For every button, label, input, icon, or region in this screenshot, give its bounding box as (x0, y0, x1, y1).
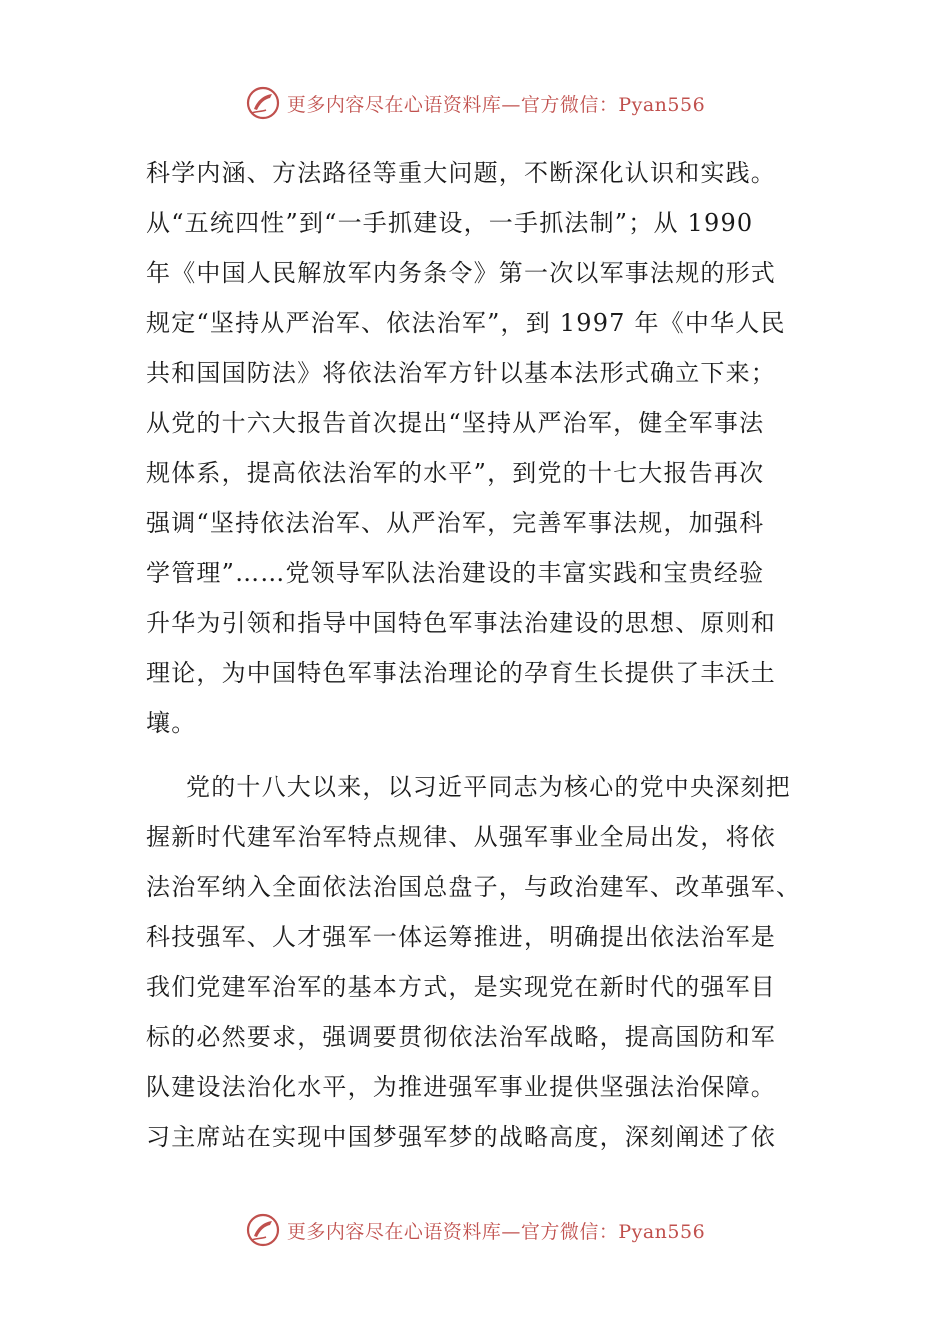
text-line: 壤。 (146, 709, 197, 737)
document-body (146, 148, 806, 1162)
text-line: 规定“坚持从严治军、依法治军”，到 1997 年《中华人民 (146, 309, 786, 337)
header-banner (0, 83, 950, 123)
text-line: 共和国国防法》将依法治军方针以基本法形式确立下来； (146, 359, 776, 387)
text-line: 队建设法治化水平，为推进强军事业提供坚强法治保障。 (146, 1073, 776, 1101)
text-line: 年《中国人民解放军内务条令》第一次以军事法规的形式 (146, 259, 776, 287)
text-line: 学管理”……党领导军队法治建设的丰富实践和宝贵经验 (146, 559, 765, 587)
paragraph-2 (146, 762, 806, 1162)
text-line: 强调“坚持依法治军、从严治军，完善军事法规，加强科 (146, 509, 765, 537)
text-line: 理论，为中国特色军事法治理论的孕育生长提供了丰沃土 (146, 659, 776, 687)
text-line: 握新时代建军治军特点规律、从强军事业全局出发，将依 (146, 823, 776, 851)
text-line: 科学内涵、方法路径等重大问题，不断深化认识和实践。 (146, 159, 776, 187)
text-line: 科技强军、人才强军一体运筹推进，明确提出依法治军是 (146, 923, 776, 951)
text-line: 从“五统四性”到“一手抓建设，一手抓法制”；从 1990 (146, 209, 754, 237)
header-banner-text: 更多内容尽在心语资料库—官方微信：Pyan556 (286, 93, 706, 116)
paragraph-spacer (146, 748, 806, 762)
footer-banner (0, 1210, 950, 1250)
text-line: 标的必然要求，强调要贯彻依法治军战略，提高国防和军 (146, 1023, 776, 1051)
pen-signature-icon (245, 85, 281, 121)
pen-signature-icon (245, 1212, 281, 1248)
text-line: 习主席站在实现中国梦强军梦的战略高度，深刻阐述了依 (146, 1123, 776, 1151)
text-line: 从党的十六大报告首次提出“坚持从严治军，健全军事法 (146, 409, 765, 437)
paragraph-1 (146, 148, 806, 748)
text-line: 党的十八大以来，以习近平同志为核心的党中央深刻把 (186, 773, 791, 801)
text-line: 法治军纳入全面依法治国总盘子，与政治建军、改革强军、 (146, 873, 802, 901)
text-line: 规体系，提高依法治军的水平”，到党的十七大报告再次 (146, 459, 765, 487)
text-line: 升华为引领和指导中国特色军事法治建设的思想、原则和 (146, 609, 776, 637)
footer-banner-text: 更多内容尽在心语资料库—官方微信：Pyan556 (286, 1220, 706, 1243)
text-line: 我们党建军治军的基本方式，是实现党在新时代的强军目 (146, 973, 776, 1001)
